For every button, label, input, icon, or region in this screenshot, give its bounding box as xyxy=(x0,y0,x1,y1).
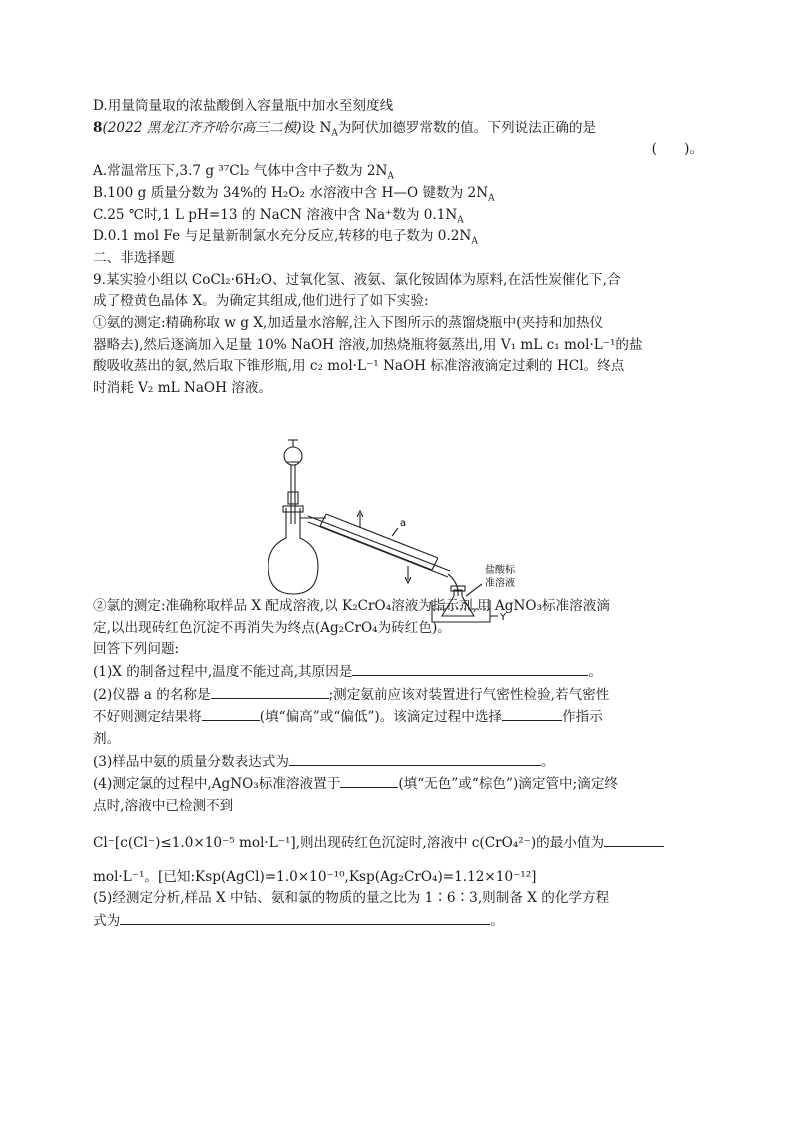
label-acid-line1: 盐酸标 xyxy=(485,565,515,576)
funnel-stopcock xyxy=(288,492,298,504)
q8-option-c-text: C.25 ℃时,1 L pH=13 的 NaCN 溶液中含 Na⁺数为 0.1N xyxy=(93,206,458,223)
q9-p1-line1: ①氨的测定:精确称取 w g X,加适量水溶解,注入下图所示的蒸馏烧瓶中(夹持和加热仪 xyxy=(93,315,604,332)
label-acid-leader xyxy=(466,584,482,596)
q8-option-c-sub: A xyxy=(457,215,464,226)
answer-blank-2b[interactable] xyxy=(202,706,260,721)
q9-sub2-text-a: (2)仪器 a 的名称是 xyxy=(93,686,211,703)
q9-p2-line2: 定,以出现砖红色沉淀不再消失为终点(Ag₂CrO₄为砖红色)。 xyxy=(93,619,451,636)
q9-p1-line4: 时消耗 V₂ mL NaOH 溶液。 xyxy=(93,380,273,397)
q9-sub5-line2 xyxy=(93,910,703,933)
q9-sub4-text-b: (填“无色”或“棕色”)滴定管中;滴定终 xyxy=(398,776,619,793)
q9-sub4-text-a: (4)测定氯的过程中,AgNO₃标准溶液置于 xyxy=(93,776,341,793)
q8-answer-paren: ( )。 xyxy=(651,141,703,158)
condenser-inner-tube xyxy=(308,516,450,577)
q9-sub4-line3 xyxy=(93,832,703,855)
q8-stem-text: 设 N xyxy=(301,119,332,136)
q9-sub4-line4: mol·L⁻¹。[已知:Ksp(AgCl)=1.0×10⁻¹⁰,Ksp(Ag₂CrO₄)=1.12×10⁻¹²] xyxy=(93,868,537,885)
water-bath xyxy=(432,600,490,622)
label-y: Y xyxy=(500,612,507,623)
q9-sub2-text-c: 不好则测定结果将 xyxy=(93,709,202,726)
distillation-apparatus-figure xyxy=(268,434,518,624)
q9-sub4-line2: 点时,溶液中已检测不到 xyxy=(93,798,234,815)
q9-sub2-line2 xyxy=(93,706,703,729)
q9-sub3 xyxy=(93,751,703,774)
label-a-leader xyxy=(392,528,398,536)
q9-sub1-end: 。 xyxy=(588,663,602,680)
q9-p2-line1: ②氯的测定:准确称取样品 X 配成溶液,以 K₂CrO₄溶液为指示剂,用 AgNO₃标准溶液滴 xyxy=(93,597,610,614)
q7-option-d: D.用量筒量取的浓盐酸倒入容量瓶中加水至刻度线 xyxy=(93,98,394,114)
q9-intro-line2: 成了橙黄色晶体 X。为确定其组成,他们进行了如下实验: xyxy=(93,293,429,310)
q8-option-d-text: D.0.1 mol Fe 与足量新制氯水充分反应,转移的电子数为 0.2N xyxy=(93,228,472,245)
q9-sub2-text-b: ;测定氨前应该对装置进行气密性检验,若气密性 xyxy=(328,686,610,703)
q8-option-a xyxy=(93,161,703,183)
q9-sub5-line1: (5)经测定分析,样品 X 中钴、氨和氯的物质的量之比为 1∶6∶3,则制备 X 的化学方程 xyxy=(93,890,610,907)
condenser-outer-bottom xyxy=(320,526,432,570)
q8-stem-rest: 为阿伏加德罗常数的值。下列说法正确的是 xyxy=(337,119,597,136)
q8-option-b-text: B.100 g 质量分数为 34%的 H₂O₂ 水溶液中含 H—O 键数为 2N xyxy=(93,184,489,201)
q8-option-b xyxy=(93,183,703,205)
q8-option-a-sub: A xyxy=(387,171,394,182)
q9-sub1 xyxy=(93,661,703,684)
q8-stem xyxy=(93,118,703,140)
answer-blank-5[interactable] xyxy=(120,910,490,925)
answer-blank-4a[interactable] xyxy=(340,773,398,788)
q9-sub2-text-d: (填“偏高”或“偏低”)。该滴定过程中选择 xyxy=(259,709,503,726)
q9-sub4-line1 xyxy=(93,773,703,796)
q9-sub3-end: 。 xyxy=(540,753,555,770)
q8-source: (2022 黑龙江齐齐哈尔高三二模) xyxy=(102,119,302,136)
q9-sub3-text: (3)样品中氨的质量分数表达式为 xyxy=(93,753,289,770)
q8-option-b-sub: A xyxy=(488,193,495,204)
q8-option-a-text: A.常温常压下,3.7 g ³⁷Cl₂ 气体中含中子数为 2N xyxy=(93,163,388,180)
q8-option-d xyxy=(93,226,703,248)
label-a: a xyxy=(400,518,407,529)
section-heading: 二、非选择题 xyxy=(93,249,175,266)
q9-p1-line3: 酸吸收蒸出的氨,然后取下锥形瓶,用 c₂ mol·L⁻¹ NaOH 标准溶液滴定过剩的 HCl。终点 xyxy=(93,358,625,375)
answer-blank-4b[interactable] xyxy=(604,832,664,847)
q8-number: 8 xyxy=(93,119,103,136)
q9-p1-line2: 器略去),然后逐滴加入足量 10% NaOH 溶液,加热烧瓶将氨蒸出,用 V₁ mL c₁ mol·L⁻¹的盐 xyxy=(93,336,643,353)
adapter xyxy=(448,574,458,596)
q8-stem-sub: A xyxy=(331,128,338,139)
q9-sub4-text-d: Cl⁻[c(Cl⁻)≤1.0×10⁻⁵ mol·L⁻¹],则出现砖红色沉淀时,溶液中 c(CrO₄²⁻)的最小值为 xyxy=(93,834,605,851)
label-acid-line2: 准溶液 xyxy=(485,578,515,589)
q9-sub2-text-e: 作指示 xyxy=(562,709,603,726)
q9-sub2-line3: 剂。 xyxy=(93,731,121,748)
q9-ask: 回答下列问题: xyxy=(93,641,180,658)
q9-sub5-end: 。 xyxy=(490,912,504,929)
q9-sub2-line1 xyxy=(93,684,703,707)
q8-option-d-sub: A xyxy=(471,236,478,247)
answer-blank-3[interactable] xyxy=(289,751,541,766)
answer-blank-2a[interactable] xyxy=(211,684,329,699)
q9-sub5-text-b: 式为 xyxy=(93,912,121,929)
q8-option-c xyxy=(93,205,703,227)
q9-intro-line1: 9.某实验小组以 CoCl₂·6H₂O、过氧化氢、液氨、氯化铵固体为原料,在活性炭催化下,合 xyxy=(93,271,621,288)
answer-blank-2c[interactable] xyxy=(502,706,562,721)
answer-blank-1[interactable] xyxy=(352,661,588,676)
q9-sub1-text: (1)X 的制备过程中,温度不能过高,其原因是 xyxy=(93,663,353,680)
round-bottom-flask xyxy=(268,508,318,594)
